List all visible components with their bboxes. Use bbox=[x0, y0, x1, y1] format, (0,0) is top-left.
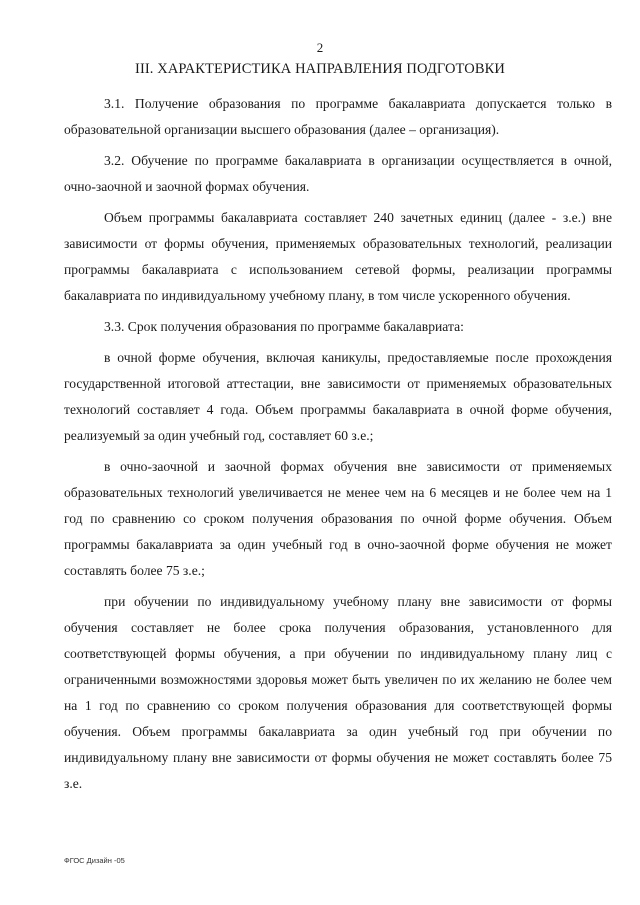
paragraph-3-3: 3.3. Срок получения образования по программе бакалавриата: bbox=[104, 319, 464, 334]
paragraph-3-1: 3.1. Получение образования по программе бакалавриата допускается только в образовательной организации высшего образования (далее – организация). bbox=[64, 96, 612, 137]
paragraph-full-time: в очной форме обучения, включая каникулы, предоставляемые после прохождения государственной итоговой аттестации, вне зависимости от применяемых образовательных технологий составляет 4 года. Объем программы бакалавриата в очной форме обучения, реализуемый за один учебный год, составляет 60 з.е.; bbox=[64, 350, 612, 443]
paragraph-program-volume: Объем программы бакалавриата составляет 240 зачетных единиц (далее - з.е.) вне зависимости от формы обучения, применяемых образовательных технологий, реализации программы бакалавриата с использованием сетевой формы, реализации программы бакалавриата по индивидуальному учебному плану, в том числе ускоренного обучения. bbox=[64, 210, 612, 303]
section-title: III. ХАРАКТЕРИСТИКА НАПРАВЛЕНИЯ ПОДГОТОВКИ bbox=[135, 61, 505, 77]
paragraph-individual-plan: при обучении по индивидуальному учебному плану вне зависимости от формы обучения составляет не более срока получения образования, установленного для соответствующей формы обучения, а при обучении по индивидуальному плану лиц с ограниченными возможностями здоровья может быть увеличен по их желанию не более чем на 1 год по сравнению со сроком получения образования для соответствующей формы обучения. Объем программы бакалавриата за один учебный год при обучении по индивидуальному плану вне зависимости от формы обучения не может составлять более 75 з.е. bbox=[64, 594, 612, 791]
paragraph-part-time: в очно-заочной и заочной формах обучения вне зависимости от применяемых образовательных технологий увеличивается не менее чем на 6 месяцев и не более чем на 1 год по сравнению со сроком получения образования по очной форме обучения. Объем программы бакалавриата за один учебный год в очно-заочной форме обучения не может составлять более 75 з.е.; bbox=[64, 459, 612, 578]
paragraph-3-2: 3.2. Обучение по программе бакалавриата в организации осуществляется в очной, очно-заочной и заочной формах обучения. bbox=[64, 153, 612, 194]
page-number: 2 bbox=[316, 40, 324, 55]
footer-code: ФГОС Дизайн -05 bbox=[64, 856, 125, 865]
document-body bbox=[64, 91, 612, 797]
